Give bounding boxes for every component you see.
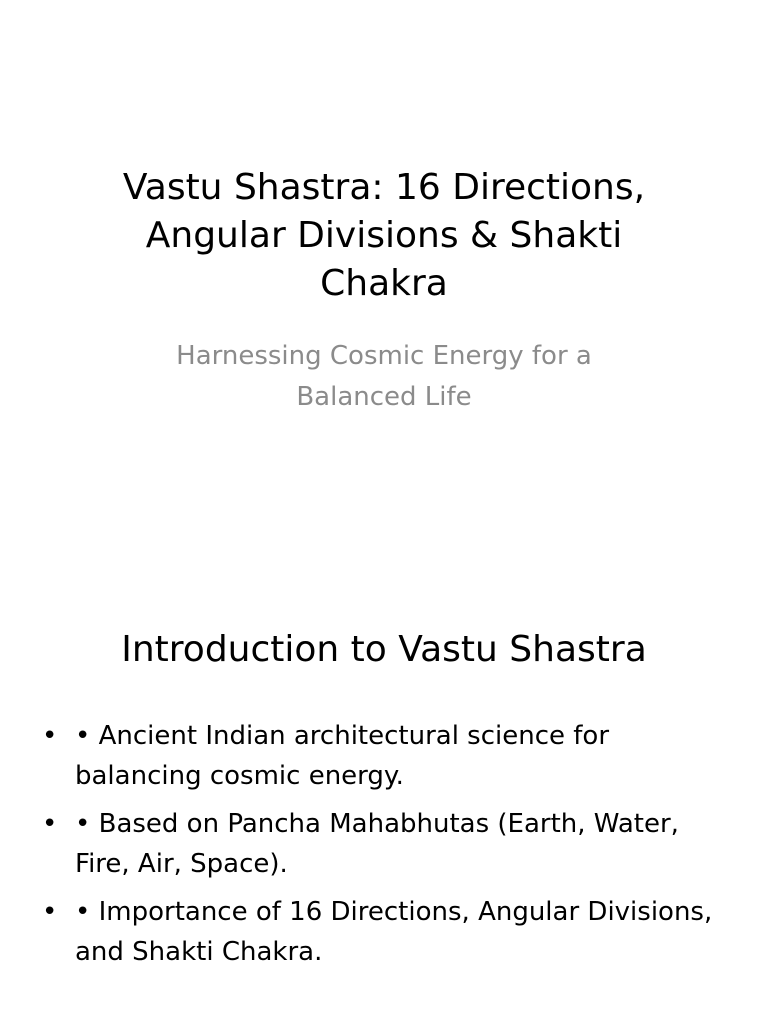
bullet-text: • Ancient Indian architectural science for balancing cosmic energy. [75, 721, 610, 791]
bullet-item [40, 716, 730, 796]
presentation-subtitle: Harnessing Cosmic Energy for a Balanced Life [176, 341, 592, 412]
bullet-marker: • [42, 809, 58, 839]
slide-title: Introduction to Vastu Shastra [121, 629, 647, 670]
bullet-item [40, 892, 730, 972]
bullet-list [40, 716, 730, 980]
bullet-marker: • [42, 721, 58, 751]
bullet-item [40, 804, 730, 884]
bullet-text: • Importance of 16 Directions, Angular Divisions, and Shakti Chakra. [75, 897, 713, 967]
bullet-text: • Based on Pancha Mahabhutas (Earth, Water, Fire, Air, Space). [75, 809, 679, 879]
bullet-marker: • [42, 897, 58, 927]
introduction-slide [0, 576, 768, 1024]
presentation-title: Vastu Shastra: 16 Directions, Angular Divisions & Shakti Chakra [122, 167, 646, 304]
